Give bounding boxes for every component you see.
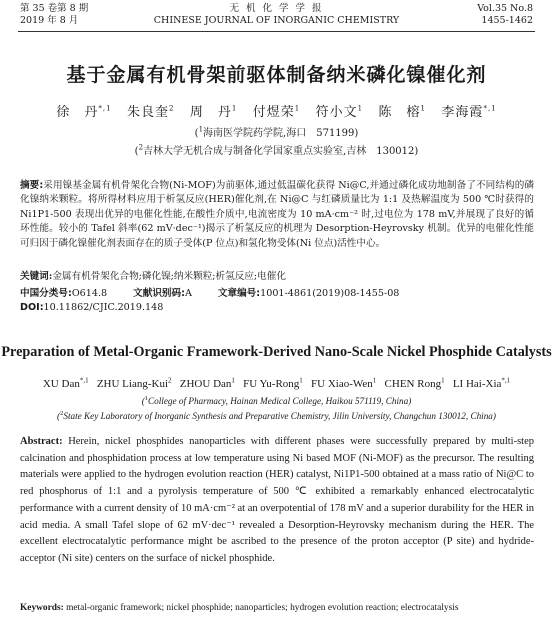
affiliation-cn-1: ($^1$海南医学院药学院,海口 571199) [194, 125, 359, 139]
keywords-cn-label: 关键词: [20, 271, 53, 282]
affiliation-cn-2-sup: 2 [138, 143, 144, 152]
affiliation-cn-2: ($^2$吉林大学无机合成与制备化学国家重点实验室,吉林 130012) [134, 143, 419, 157]
author-name: 李海霞 [441, 105, 484, 120]
affiliation-en-1-text: College of Pharmacy, Hainan Medical College, Haikou 571119, China [148, 396, 409, 407]
doi-value[interactable]: 10.11862/CJIC.2019.148 [43, 302, 164, 313]
clc-value: O614.8 [71, 288, 108, 299]
doi-label: DOI: [20, 302, 44, 313]
author [311, 378, 376, 390]
affiliation-en-2: ($^2$State Key Laboratory of Inorganic Synthesis and Preparative Chemistry, Jilin University, Changchun 130012, China) [57, 410, 496, 422]
authors-cn [0, 101, 553, 120]
author-affiliation-sup: 1 [231, 376, 235, 384]
article-no-label: 文章编号: [217, 288, 261, 299]
author [97, 378, 172, 390]
date-cn: 2019 年 8 月 [20, 15, 79, 26]
affiliation-cn-1-text: 海南医学院药学院,海口 571199 [203, 128, 355, 139]
author [243, 378, 303, 390]
volume-en: Vol.35 No.8 [477, 3, 533, 14]
author-name: FU Xiao-Wen [311, 377, 373, 390]
doc-code-value: A [184, 288, 192, 299]
author-affiliation-sup: 1 [294, 104, 301, 113]
author [379, 105, 426, 120]
abstract-en-text: Herein, nickel phosphides nanoparticles with different phases were successfully prepared by multi-step calcination and phosphidation process at low temperature using Ni based MOF (Ni-MOF) as the precursor. The resulting materials were applied to the hydrogen evolution reaction (HER) catalyst, Ni1P1-500 obtained at a mass ratio of Ni@C to red phosphorus of 1:1 and a pyrolysis temperature of 500 ℃ exhibited a remarkably enhanced electrocatalytic performance with a current density of 10 mA·cm⁻² at an overpotential of 178 mV and a superior durability for the HER in acid media. A small Tafel slope of 62 mV·dec⁻¹ revealed a Desorption-Heyrovsky mechanism during the HER. The excellent electrocatalytic performance might be ascribed to the presence of the proton acceptor (P site) and hydride-acceptor (Ni site) centers on the surface of nickel phosphide. [20, 436, 535, 564]
author-name: 符小文 [315, 105, 358, 120]
title-cn: 基于金属有机骨架前驱体制备纳米磷化镍催化剂 [66, 64, 487, 86]
journal-name-cn: 无 机 化 学 学 报 [229, 3, 324, 14]
doc-code-label: 文献识别码: [133, 288, 185, 299]
keywords-en-text: metal-organic framework; nickel phosphide; nanoparticles; hydrogen evolution reaction; electrocatalysis [66, 603, 459, 613]
author-name: ZHOU Dan [179, 377, 232, 390]
author [56, 105, 111, 120]
header-rule [18, 31, 535, 32]
author [127, 105, 174, 120]
title-en: Preparation of Metal-Organic Framework-Derived Nano-Scale Nickel Phosphide Catalysts [1, 344, 552, 360]
article-no-value: 1001-4861(2019)08-1455-08 [260, 288, 400, 299]
author-name: LI Hai-Xia [452, 377, 502, 390]
author-name: XU Dan [42, 377, 80, 390]
author [453, 378, 510, 390]
author-affiliation-sup: *,1 [79, 376, 89, 384]
author-name: ZHU Liang-Kui [96, 377, 169, 390]
volume-cn: 第 35 卷第 8 期 [20, 3, 89, 14]
author [253, 105, 300, 120]
abstract-cn-text: 采用镍基金属有机骨架化合物(Ni-MOF)为前驱体,通过低温碳化获得 Ni@C,并通过磷化成功地制备了不同结构的磷化镍纳米颗粒。将所得材料应用于析氢反应(HER)催化剂,在 Ni@C 与红磷质量比为 1:1 及热解温度为 500 ℃时获得的 Ni1P1-500 表现出优异的电催化性能,在酸性介质中,电流密度为 10 mA·cm⁻² 时,过电位为 178 mV,并展现了良好的循环性能。较小的 Tafel 斜率(62 mV·dec⁻¹)揭示了析氢反应的机理为 Desorption-Heyrovsky 机制。优异的电催化性能可归因于磷化镍催化剂表面存在的质子受体(P 位点)和氢化物受体(Ni 位点)活性中心。 [20, 180, 534, 249]
abstract-en-label: Abstract: [20, 436, 63, 447]
author-affiliation-sup: 1 [357, 104, 364, 113]
journal-name-en: CHINESE JOURNAL OF INORGANIC CHEMISTRY [153, 15, 400, 26]
author-affiliation-sup: 2 [168, 104, 175, 113]
author-name: 周 丹 [189, 105, 232, 120]
author [180, 378, 235, 390]
author [43, 378, 89, 390]
author-affiliation-sup: 1 [299, 376, 303, 384]
author-name: 陈 榕 [378, 105, 421, 120]
doi-row [20, 302, 163, 313]
keywords-cn-text: 金属有机骨架化合物;磷化镍;纳米颗粒;析氢反应;电催化 [52, 271, 286, 282]
authors-en [0, 376, 553, 390]
affiliation-en-1-sup: 1 [144, 395, 149, 402]
author-name: CHEN Rong [384, 377, 442, 390]
author-affiliation-sup: *,1 [98, 104, 112, 113]
affiliation-en-1: ($^1$College of Pharmacy, Hainan Medical College, Haikou 571119, China) [141, 395, 412, 407]
page-range: 1455-1462 [481, 15, 533, 26]
author-name: 朱良奎 [126, 105, 169, 120]
author-name: 付煜荣 [252, 105, 295, 120]
author [441, 105, 496, 120]
author [316, 105, 363, 120]
author-affiliation-sup: *,1 [501, 376, 511, 384]
author [190, 105, 237, 120]
author-affiliation-sup: 1 [420, 104, 427, 113]
abstract-cn-label: 摘要: [20, 180, 44, 191]
author-affiliation-sup: 2 [168, 376, 172, 384]
affiliation-en-2-text: State Key Laboratory of Inorganic Synthesis and Preparative Chemistry, Jilin University, Changchun 130012, China [63, 411, 493, 422]
header-journal [0, 3, 553, 27]
author-name: FU Yu-Rong [243, 377, 300, 390]
author-affiliation-sup: 1 [372, 376, 377, 384]
author-affiliation-sup: *,1 [483, 104, 497, 113]
keywords-en-label: Keywords: [20, 603, 64, 613]
classification-row [20, 285, 399, 299]
author-name: 徐 丹 [56, 105, 99, 120]
author-affiliation-sup: 1 [441, 376, 445, 384]
affiliation-en-2-sup: 2 [60, 410, 64, 417]
affiliation-cn-1-sup: 1 [198, 125, 204, 134]
abstract-en [20, 434, 534, 568]
author [385, 378, 445, 390]
author-affiliation-sup: 1 [231, 104, 238, 113]
abstract-cn [20, 179, 534, 251]
keywords-cn [20, 268, 286, 282]
affiliation-cn-2-text: 吉林大学无机合成与制备化学国家重点实验室,吉林 130012 [143, 146, 415, 157]
header-volume-en [477, 3, 533, 27]
clc-label: 中国分类号: [20, 288, 72, 299]
keywords-en [20, 603, 459, 613]
